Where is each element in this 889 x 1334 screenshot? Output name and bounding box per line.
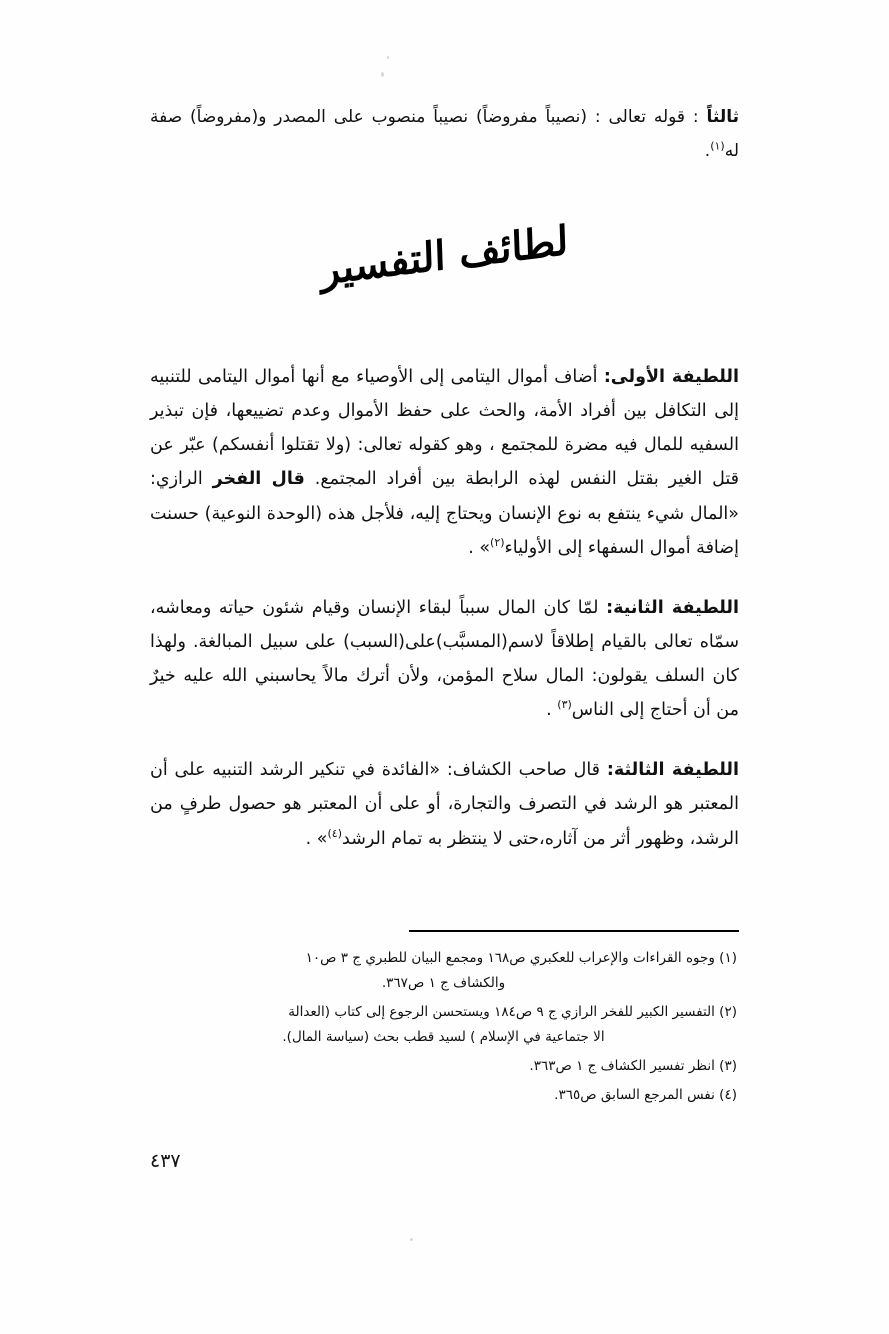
footnote-text-cont: الا جتماعية في الإسلام ) لسيد قطب بحث (سياسة المال). [282, 1028, 605, 1045]
latifa-1-lead2: قال الفخر [212, 469, 305, 490]
opening-paragraph [150, 100, 739, 168]
footnote-marker: (٤) [719, 1086, 737, 1103]
opening-lead: ثالثاً [706, 107, 739, 127]
footnote-item [150, 1083, 739, 1108]
opening-tail: . [704, 141, 711, 161]
latifa-2-paragraph [150, 591, 739, 728]
body-text [150, 100, 739, 882]
page-number: ٤٣٧ [150, 1150, 181, 1172]
footnote-ref-1: (١) [710, 139, 725, 153]
paper-speck [381, 72, 384, 77]
latifa-3-text: قال صاحب الكشاف: «الفائدة في تنكير الرشد التنبيه على أن المعتبر هو الرشد في التصرف والتجارة، أو على أن المعتبر هو حصول طرفٍ من الرشد، وظهور أثر من آثاره،حتى لا ينتظر به تمام الرشد [150, 760, 739, 849]
calligraphic-title: لطائف التفسير [320, 216, 569, 295]
footnote-marker: (٣) [719, 1057, 737, 1074]
footnote-ref-4: (٤) [327, 826, 343, 840]
latifa-2-text: لمّا كان المال سبباً لبقاء الإنسان وقيام شئون حياته ومعاشه، سمّاه تعالى بالقيام إطلاقاً لاسم(المسبَّب)على(السبب) على سبيل المبالغة. ولهذا كان السلف يقولون: المال سلاح المؤمن، ولأن أترك مالاً يحاسبني الله عليه خيرٌ من أن أحتاج إلى الناس [150, 597, 739, 721]
footnote-text-cont: والكشاف ج ١ ص٣٦٧. [381, 974, 506, 991]
opening-text: : قوله تعالى : (نصيباً مفروضاً) نصيباً منصوب على المصدر و(مفروضاً) صفة له [150, 107, 739, 161]
latifa-1-text: أضاف أموال اليتامى إلى الأوصياء مع أنها أموال اليتامى للتنبيه إلى التكافل بين أفراد الأمة، والحث على حفظ الأموال وعدم تضييعها، فإن تبذير السفيه للمال فيه مضرة للمجتمع ، وهو كقوله تعالى: (ولا تقتلوا أنفسكم) عبّر عن قتل الغير بقتل النفس لهذه الرابطة بين أفراد المجتمع. [150, 367, 739, 490]
latifa-3-tail: » . [305, 828, 328, 849]
footnote-item [150, 946, 739, 996]
footnote-text: نفس المرجع السابق ص٣٦٥. [554, 1086, 720, 1103]
latifa-1-paragraph [150, 360, 739, 565]
footnote-marker: (١) [719, 950, 737, 966]
latifa-1-lead: اللطيفة الأولى: [603, 367, 739, 387]
footnote-marker: (٢) [719, 1003, 737, 1020]
latifa-1-text2: «المال شيء ينتفع به نوع الإنسان ويحتاج إليه، فلأجل هذه (الوحدة النوعية) حسنت إضافة أموال السفهاء إلى الأولياء [150, 503, 739, 558]
footnote-ref-2: (٢) [490, 535, 505, 549]
section-heading [150, 216, 739, 312]
footnote-ref-3: (٣) [557, 698, 572, 712]
latifa-3-lead: اللطيفة الثالثة: [606, 760, 739, 781]
latifa-3-paragraph [150, 753, 739, 855]
footnotes-section [150, 930, 739, 1112]
footnote-text: التفسير الكبير للفخر الرازي ج ٩ ص١٨٤ ويستحسن الرجوع إلى كتاب (العدالة [288, 1003, 720, 1020]
latifa-2-tail: . [546, 700, 558, 721]
latifa-1-tail: » . [468, 537, 491, 558]
latifa-1-lead2b: الرازي: [150, 469, 213, 490]
footnote-text: انظر تفسير الكشاف ج ١ ص٣٦٣. [529, 1057, 720, 1074]
paper-speck [410, 1238, 413, 1241]
footnote-item [150, 1000, 739, 1050]
latifa-2-lead: اللطيفة الثانية: [606, 597, 739, 618]
paper-speck [387, 56, 389, 59]
footnote-item [150, 1054, 739, 1079]
footnote-text: وجوه القراءات والإعراب للعكبري ص١٦٨ ومجمع البيان للطبري ج ٣ ص١٠ [305, 950, 720, 966]
footnote-divider [409, 930, 739, 932]
